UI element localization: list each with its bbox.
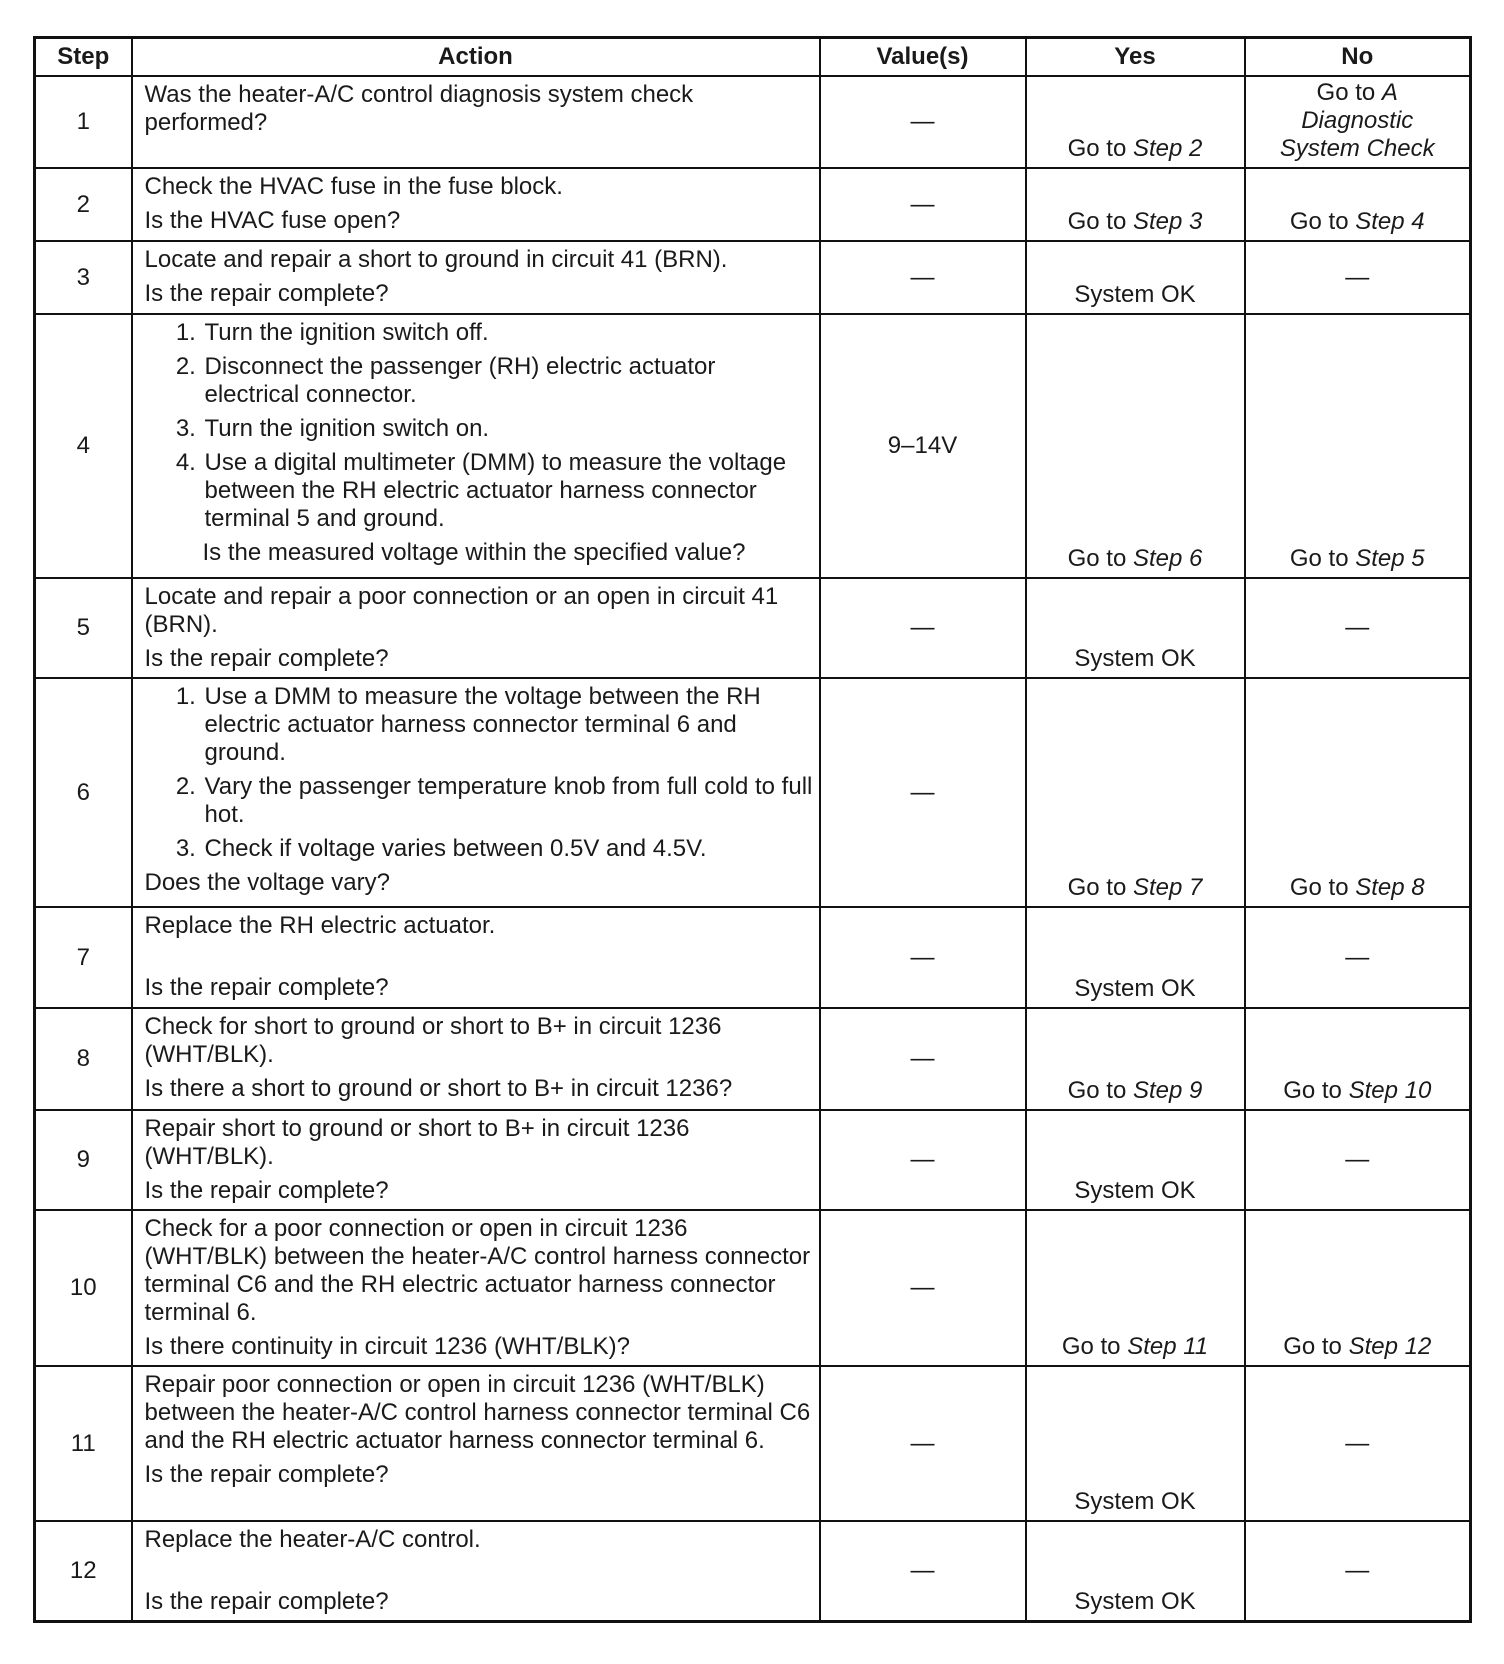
no-prefix: Go to (1289, 208, 1356, 235)
step-number: 6 (35, 678, 132, 907)
step-number: 10 (35, 1210, 132, 1366)
action-text: Repair short to ground or short to B+ in circuit 1236 (WHT/BLK). (144, 1115, 690, 1170)
action-cell (132, 678, 820, 907)
no-target: Step 5 (1355, 545, 1425, 572)
no-target: Step 4 (1355, 208, 1425, 235)
yes-target: Step 9 (1132, 1077, 1203, 1104)
list-item: 3. Check if voltage varies between 0.5V and 4.5V. (203, 835, 813, 863)
yes-prefix: Go to (1067, 1077, 1133, 1104)
no-cell: — (1245, 1110, 1471, 1210)
no-cell: — (1245, 241, 1471, 314)
value-cell: — (820, 76, 1026, 168)
action-question: Is the repair complete? (144, 1588, 389, 1615)
table-row-step-6 (35, 678, 1471, 907)
action-text: Check for short to ground or short to B+ in circuit 1236 (WHT/BLK). (144, 1013, 722, 1068)
yes-cell (1026, 678, 1245, 907)
action-text: Check for a poor connection or open in circuit 1236 (WHT/BLK) between the heater-A/C control harness connector terminal C6 and the RH electric actuator harness connector terminal 6. (144, 1215, 811, 1326)
action-question: Is the measured voltage within the specified value? (202, 539, 746, 566)
no-target: Step 10 (1348, 1077, 1432, 1104)
yes-cell (1026, 314, 1245, 578)
header-no: No (1245, 38, 1471, 77)
table-row-step-7 (35, 907, 1471, 1008)
value-cell: — (820, 1008, 1026, 1110)
table-row-step-2 (35, 168, 1471, 241)
no-target: Step 8 (1355, 874, 1425, 901)
action-cell (132, 168, 820, 241)
value-cell: 9–14V (820, 314, 1026, 578)
table-row-step-4 (35, 314, 1471, 578)
yes-prefix: Go to (1061, 1333, 1128, 1360)
yes-cell: System OK (1026, 907, 1245, 1008)
list-item: 1. Use a DMM to measure the voltage between the RH electric actuator harness connector terminal 6 and ground. (203, 683, 813, 767)
step-number: 2 (35, 168, 132, 241)
action-text: Was the heater-A/C control diagnosis system check performed? (144, 81, 694, 136)
action-question: Is there a short to ground or short to B+ in circuit 1236? (144, 1075, 733, 1102)
yes-cell (1026, 1008, 1245, 1110)
action-cell (132, 76, 820, 168)
yes-cell: System OK (1026, 578, 1245, 678)
action-steps-list (145, 683, 813, 863)
no-target-line3: System Check (1279, 135, 1435, 162)
value-cell: — (820, 241, 1026, 314)
no-cell: — (1245, 578, 1471, 678)
action-question: Is the repair complete? (144, 1177, 389, 1204)
list-item: 4. Use a digital multimeter (DMM) to measure the voltage between the RH electric actuator harness connector terminal 5 and ground. (203, 449, 813, 533)
no-prefix: Go to (1289, 874, 1356, 901)
yes-target: Step 6 (1132, 545, 1203, 572)
yes-cell: System OK (1026, 1521, 1245, 1622)
diagnostic-table-wrapper (33, 36, 1469, 1623)
step-number: 7 (35, 907, 132, 1008)
table-row-step-9 (35, 1110, 1471, 1210)
value-cell: — (820, 907, 1026, 1008)
yes-cell (1026, 76, 1245, 168)
no-cell (1245, 314, 1471, 578)
action-text: Repair poor connection or open in circuit 1236 (WHT/BLK) between the heater-A/C control harness connector terminal C6 and the RH electric actuator harness connector terminal 6. (144, 1371, 811, 1454)
action-question: Is the repair complete? (144, 974, 389, 1001)
table-row-step-1 (35, 76, 1471, 168)
no-cell: — (1245, 907, 1471, 1008)
no-cell (1245, 678, 1471, 907)
yes-target: Step 7 (1132, 874, 1203, 901)
yes-prefix: Go to (1067, 208, 1133, 235)
list-item: 2. Disconnect the passenger (RH) electric actuator electrical connector. (203, 353, 813, 409)
action-text: Replace the RH electric actuator. (144, 912, 496, 939)
step-number: 3 (35, 241, 132, 314)
yes-prefix: Go to (1067, 135, 1133, 162)
action-steps-list (145, 319, 813, 533)
yes-prefix: Go to (1067, 545, 1133, 572)
no-target: A (1381, 79, 1398, 106)
action-text: Replace the heater-A/C control. (144, 1526, 481, 1553)
header-step: Step (35, 38, 132, 77)
action-cell (132, 578, 820, 678)
step-number: 9 (35, 1110, 132, 1210)
header-yes: Yes (1026, 38, 1245, 77)
yes-cell: System OK (1026, 1366, 1245, 1521)
yes-prefix: Go to (1067, 874, 1133, 901)
value-cell: — (820, 1521, 1026, 1622)
action-cell (132, 907, 820, 1008)
action-cell (132, 1008, 820, 1110)
yes-target: Step 11 (1127, 1333, 1209, 1360)
step-number: 12 (35, 1521, 132, 1622)
action-text: Locate and repair a poor connection or an open in circuit 41 (BRN). (144, 583, 779, 638)
action-cell (132, 1366, 820, 1521)
action-question: Is the repair complete? (144, 1461, 389, 1488)
action-question: Does the voltage vary? (144, 869, 390, 896)
action-text: Check the HVAC fuse in the fuse block. (144, 173, 563, 200)
action-cell (132, 1110, 820, 1210)
no-cell: — (1245, 1521, 1471, 1622)
yes-target: Step 2 (1132, 135, 1203, 162)
no-cell (1245, 1210, 1471, 1366)
action-question: Is there continuity in circuit 1236 (WHT/BLK)? (144, 1333, 631, 1360)
yes-cell: System OK (1026, 1110, 1245, 1210)
value-cell: — (820, 1366, 1026, 1521)
step-number: 8 (35, 1008, 132, 1110)
list-item: 3. Turn the ignition switch on. (203, 415, 813, 443)
list-item: 2. Vary the passenger temperature knob from full cold to full hot. (203, 773, 813, 829)
header-values: Value(s) (820, 38, 1026, 77)
yes-cell: System OK (1026, 241, 1245, 314)
table-row-step-3 (35, 241, 1471, 314)
action-question: Is the repair complete? (144, 280, 389, 307)
no-prefix: Go to (1316, 79, 1382, 106)
step-number: 11 (35, 1366, 132, 1521)
no-prefix: Go to (1289, 545, 1356, 572)
action-text: Locate and repair a short to ground in circuit 41 (BRN). (144, 246, 728, 273)
header-action: Action (132, 38, 820, 77)
no-cell (1245, 1008, 1471, 1110)
action-cell (132, 1521, 820, 1622)
action-cell (132, 1210, 820, 1366)
value-cell: — (820, 168, 1026, 241)
no-target: Step 12 (1348, 1333, 1432, 1360)
no-target-line2: Diagnostic (1301, 107, 1414, 134)
no-prefix: Go to (1283, 1333, 1349, 1360)
value-cell: — (820, 578, 1026, 678)
list-item: 1. Turn the ignition switch off. (203, 319, 813, 347)
action-question: Is the repair complete? (144, 645, 389, 672)
yes-cell (1026, 168, 1245, 241)
value-cell: — (820, 678, 1026, 907)
action-question: Is the HVAC fuse open? (144, 207, 401, 234)
table-row-step-5 (35, 578, 1471, 678)
value-cell: — (820, 1210, 1026, 1366)
value-cell: — (820, 1110, 1026, 1210)
step-number: 1 (35, 76, 132, 168)
yes-target: Step 3 (1132, 208, 1203, 235)
action-cell (132, 241, 820, 314)
step-number: 5 (35, 578, 132, 678)
no-cell (1245, 76, 1471, 168)
action-cell (132, 314, 820, 578)
table-row-step-12 (35, 1521, 1471, 1622)
no-prefix: Go to (1283, 1077, 1349, 1104)
diagnostic-table (33, 36, 1472, 1623)
table-row-step-8 (35, 1008, 1471, 1110)
table-row-step-10 (35, 1210, 1471, 1366)
no-cell: — (1245, 1366, 1471, 1521)
step-number: 4 (35, 314, 132, 578)
no-cell (1245, 168, 1471, 241)
header-row (35, 38, 1471, 77)
table-row-step-11 (35, 1366, 1471, 1521)
yes-cell (1026, 1210, 1245, 1366)
